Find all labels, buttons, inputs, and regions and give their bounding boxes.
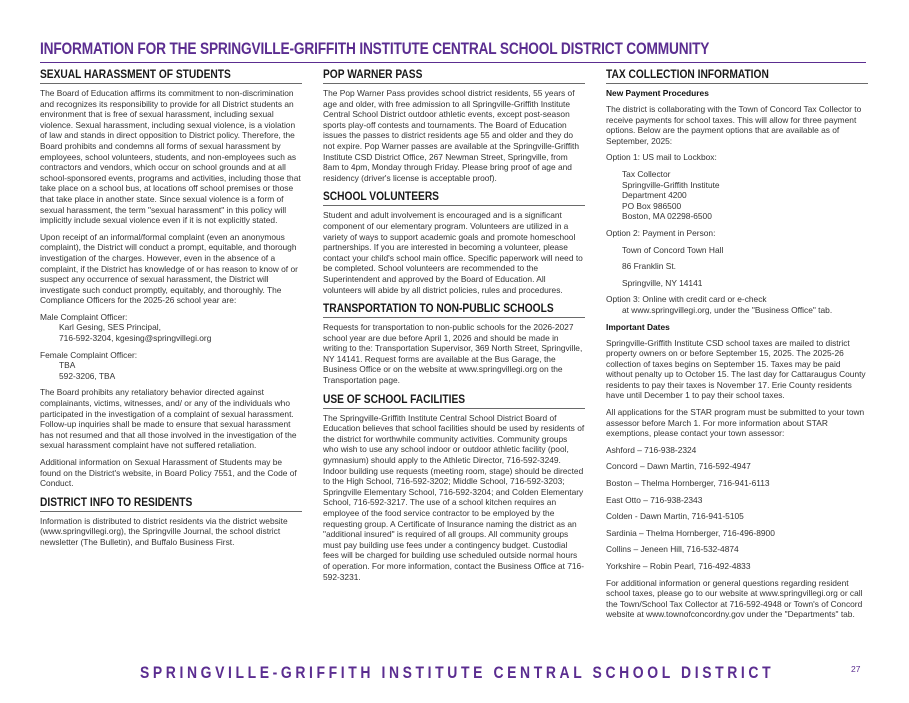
assessor-item: East Otto – 716-938-2343 — [606, 494, 703, 505]
subheading-important-dates: Important Dates — [606, 321, 670, 332]
section-divider — [323, 408, 585, 409]
male-officer-contact: 716-592-3204, kgesing@springvillegi.org — [59, 333, 212, 344]
paragraph: Requests for transportation to non-public schools for the 2026-2027 school year are due before April 1, 2026 and should be made in writing to the: Transportation Supervisor, 369 North Street, Springville, NY 14141. Request forms are available at the Bus Garage, the Business Office or on the website at www.springvillegi.org on the Transportation page. — [323, 322, 583, 386]
female-officer-name: TBA — [59, 360, 76, 371]
paragraph: Upon receipt of an informal/formal complaint (even an anonymous complaint), the District will conduct a prompt, equitable, and thorough investigation of the charges. However, even in the absence of a complaint, if the District has knowledge of or has reason to know of or suspect any occurrence of sexual harassment, the District will investigate such conduct promptly, equitably, and thoroughly. The Compliance Officers for the 2025-26 school year are: — [40, 231, 298, 306]
assessor-item: Boston – Thelma Hornberger, 716-941-6113 — [606, 478, 770, 489]
male-officer-block — [40, 312, 302, 344]
option-3-label: Option 3: Online with credit card or e-check — [606, 294, 767, 305]
section-heading-pop-warner: POP WARNER PASS — [323, 67, 423, 81]
section-divider — [323, 205, 585, 206]
lockbox-address — [606, 169, 868, 222]
page-number: 27 — [851, 664, 861, 674]
paragraph: The Board prohibits any retaliatory behavior directed against complainants, victims, witnesses, and/ or any of the individuals who participated in the investigation of a complaint of sexual harassment. Follow-up inquiries shall be made to ensure that sexual harassment has not resumed and that all those involved in the investigation of the sexual harassment complaint have not suffered retaliation. — [40, 387, 297, 451]
in-person-line: 86 Franklin St. — [622, 261, 676, 272]
section-divider — [40, 83, 302, 84]
section-heading-volunteers: SCHOOL VOLUNTEERS — [323, 189, 439, 204]
option-2: Option 2: Payment in Person: — [606, 227, 716, 238]
section-heading-facilities: USE OF SCHOOL FACILITIES — [323, 391, 466, 406]
section-divider — [40, 511, 302, 512]
female-officer-contact: 592-3206, TBA — [59, 370, 116, 381]
paragraph: The Pop Warner Pass provides school district residents, 55 years of age and older, with free admission to all Springville-Griffith Institute Central School District outdoor athletic events, except post-season sports play-off contests and tournaments. The Board of Education issues the passes to district residents age 55 and older and they do not expire. Pop Warner passes are available at the Springville-Griffith Institute CSD District Office, 267 Newman Street, Springville, from 8am to 4pm, Monday through Friday. Please bring proof of age and residency (driver's license is acceptable proof). — [323, 88, 580, 183]
address-line: Springville-Griffith Institute — [622, 179, 720, 190]
section-heading-district-info: DISTRICT INFO TO RESIDENTS — [40, 494, 193, 509]
address-line: Boston, MA 02298-6500 — [622, 211, 712, 222]
section-divider — [323, 317, 585, 318]
paragraph: Springville-Griffith Institute CSD school taxes are mailed to district property owners on or before September 15, 2025. The 2025-26 collection of taxes begins on September 15. Taxes may be paid without penalty up to October 15. The last day for Cattaraugus County residents to pay their taxes is November 17. Erie County residents have until December 1 to pay their school taxes. — [606, 337, 866, 401]
assessor-item: Yorkshire – Robin Pearl, 716-492-4833 — [606, 561, 751, 571]
male-officer-label: Male Complaint Officer: — [40, 311, 128, 322]
section-divider — [606, 83, 868, 84]
paragraph: For additional information or general questions regarding resident school taxes, please go to our website at www.springvillegi.org or call the Town/School Tax Collector at 716-592-4948 or Town's of Concord website at www.townofconcordny.gov under the "Departments" tab. — [606, 577, 863, 620]
paragraph: All applications for the STAR program must be submitted to your town assessor before March 1. For more information about STAR exemptions, please contact your town assessor: — [606, 407, 865, 439]
column-left — [40, 67, 302, 554]
paragraph: Student and adult involvement is encouraged and is a significant component of our elementary program. Volunteers are utilized in a variety of ways to support academic goals and promote homeschool partnerships. If you are interested in becoming a volunteer, please contact your child's school main office. Specific paperwork will need to be completed. School volunteers are recommended to the Superintendent and approved by the Board of Education. All volunteers will abide by all district policies, rules and procedures. — [323, 210, 583, 295]
footer-district-name: SPRINGVILLE-GRIFFITH INSTITUTE CENTRAL SCHOOL DISTRICT — [140, 663, 775, 682]
paragraph: The Springville-Griffith Institute Central School District Board of Education believes that school facilities should be used by residents of the district for worthwhile community activities. Community groups who wish to use any school indoor or outdoor athletic facility (pool, gymnasium) should apply to the Athletic Director, 716-592-3249. Indoor building use requests (meeting room, stage) should be directed to the High School, 716-592-3202; Middle School, 716-592-3203; Springville Elementary School, 716-592-3204; and Colden Elementary School, 716-592-3217. The use of a school kitchen requires an employee of the food service contractor to be employed by the requesting group. A Certificate of Insurance naming the district as an "additional insured" is required of all groups. All community groups must pay building use fees under a contingency budget. Custodial fees will be charged for building use scheduled outside normal hours of operation. For more information, contact the Business Office at 716-592-3231. — [323, 412, 585, 582]
address-line: Tax Collector — [622, 168, 671, 179]
section-divider — [323, 83, 585, 84]
page-title: INFORMATION FOR THE SPRINGVILLE-GRIFFITH INSTITUTE CENTRAL SCHOOL DISTRICT COMMUNITY — [40, 40, 710, 58]
section-heading-transportation: TRANSPORTATION TO NON-PUBLIC SCHOOLS — [323, 301, 554, 316]
header-divider — [40, 62, 866, 63]
male-officer-name: Karl Gesing, SES Principal, — [59, 322, 161, 333]
in-person-line: Town of Concord Town Hall — [622, 244, 724, 255]
column-middle — [323, 67, 585, 588]
paragraph: The Board of Education affirms its commitment to non-discrimination and recognizes its responsibility to provide for all District students an environment that is free of sexual harassment, including sexual violence. Sexual harassment, including sexual violence, is a violation of law and stands in direct opposition to District policy. Therefore, the Board prohibits and condemns all forms of sexual harassment by employees, school volunteers, students, and non-employees such as contractors and vendors, which occur on school grounds and at all school-sponsored events, programs and activities, including those that take place on a school bus, at locations off school premises or those that take place in another state. Since sexual violence is a form of sexual harassment, the term "sexual harassment" in this policy will implicitly include sexual violence even if it is not explicitly stated. — [40, 88, 301, 226]
in-person-line: Springville, NY 14141 — [622, 277, 703, 288]
section-heading-sexual-harassment: SEXUAL HARASSMENT OF STUDENTS — [40, 67, 231, 81]
paragraph: The district is collaborating with the Town of Concord Tax Collector to receive payments for school taxes. This will allow for three payment options. Below are the payment options that are available as of September, 2025: — [606, 104, 862, 146]
section-heading-tax-collection: TAX COLLECTION INFORMATION — [606, 67, 769, 81]
assessor-item: Ashford – 716-938-2324 — [606, 444, 697, 455]
paragraph: Information is distributed to district residents via the district website (www.springvillegi.org), the Springville Journal, the school district newsletter (The Bulletin), and Buffalo Business First. — [40, 515, 288, 547]
option-1: Option 1: US mail to Lockbox: — [606, 152, 717, 163]
option-3-detail: at www.springvillegi.org, under the "Business Office" tab. — [622, 304, 833, 315]
assessor-item: Sardinia – Thelma Hornberger, 716-496-8900 — [606, 527, 775, 538]
assessor-item: Colden - Dawn Martin, 716-941-5105 — [606, 511, 744, 522]
address-line: PO Box 986500 — [622, 200, 682, 211]
assessor-item: Collins – Jeneen Hill, 716-532-4874 — [606, 544, 739, 555]
female-officer-block — [40, 350, 302, 382]
assessor-item: Concord – Dawn Martin, 716-592-4947 — [606, 461, 751, 472]
address-line: Department 4200 — [622, 190, 687, 201]
female-officer-label: Female Complaint Officer: — [40, 349, 138, 360]
subheading-new-payment: New Payment Procedures — [606, 88, 709, 98]
option-3 — [606, 294, 868, 315]
column-right — [606, 67, 868, 626]
paragraph: Additional information on Sexual Harassment of Students may be found on the District's website, in Board Policy 7551, and the Code of Conduct. — [40, 457, 297, 489]
